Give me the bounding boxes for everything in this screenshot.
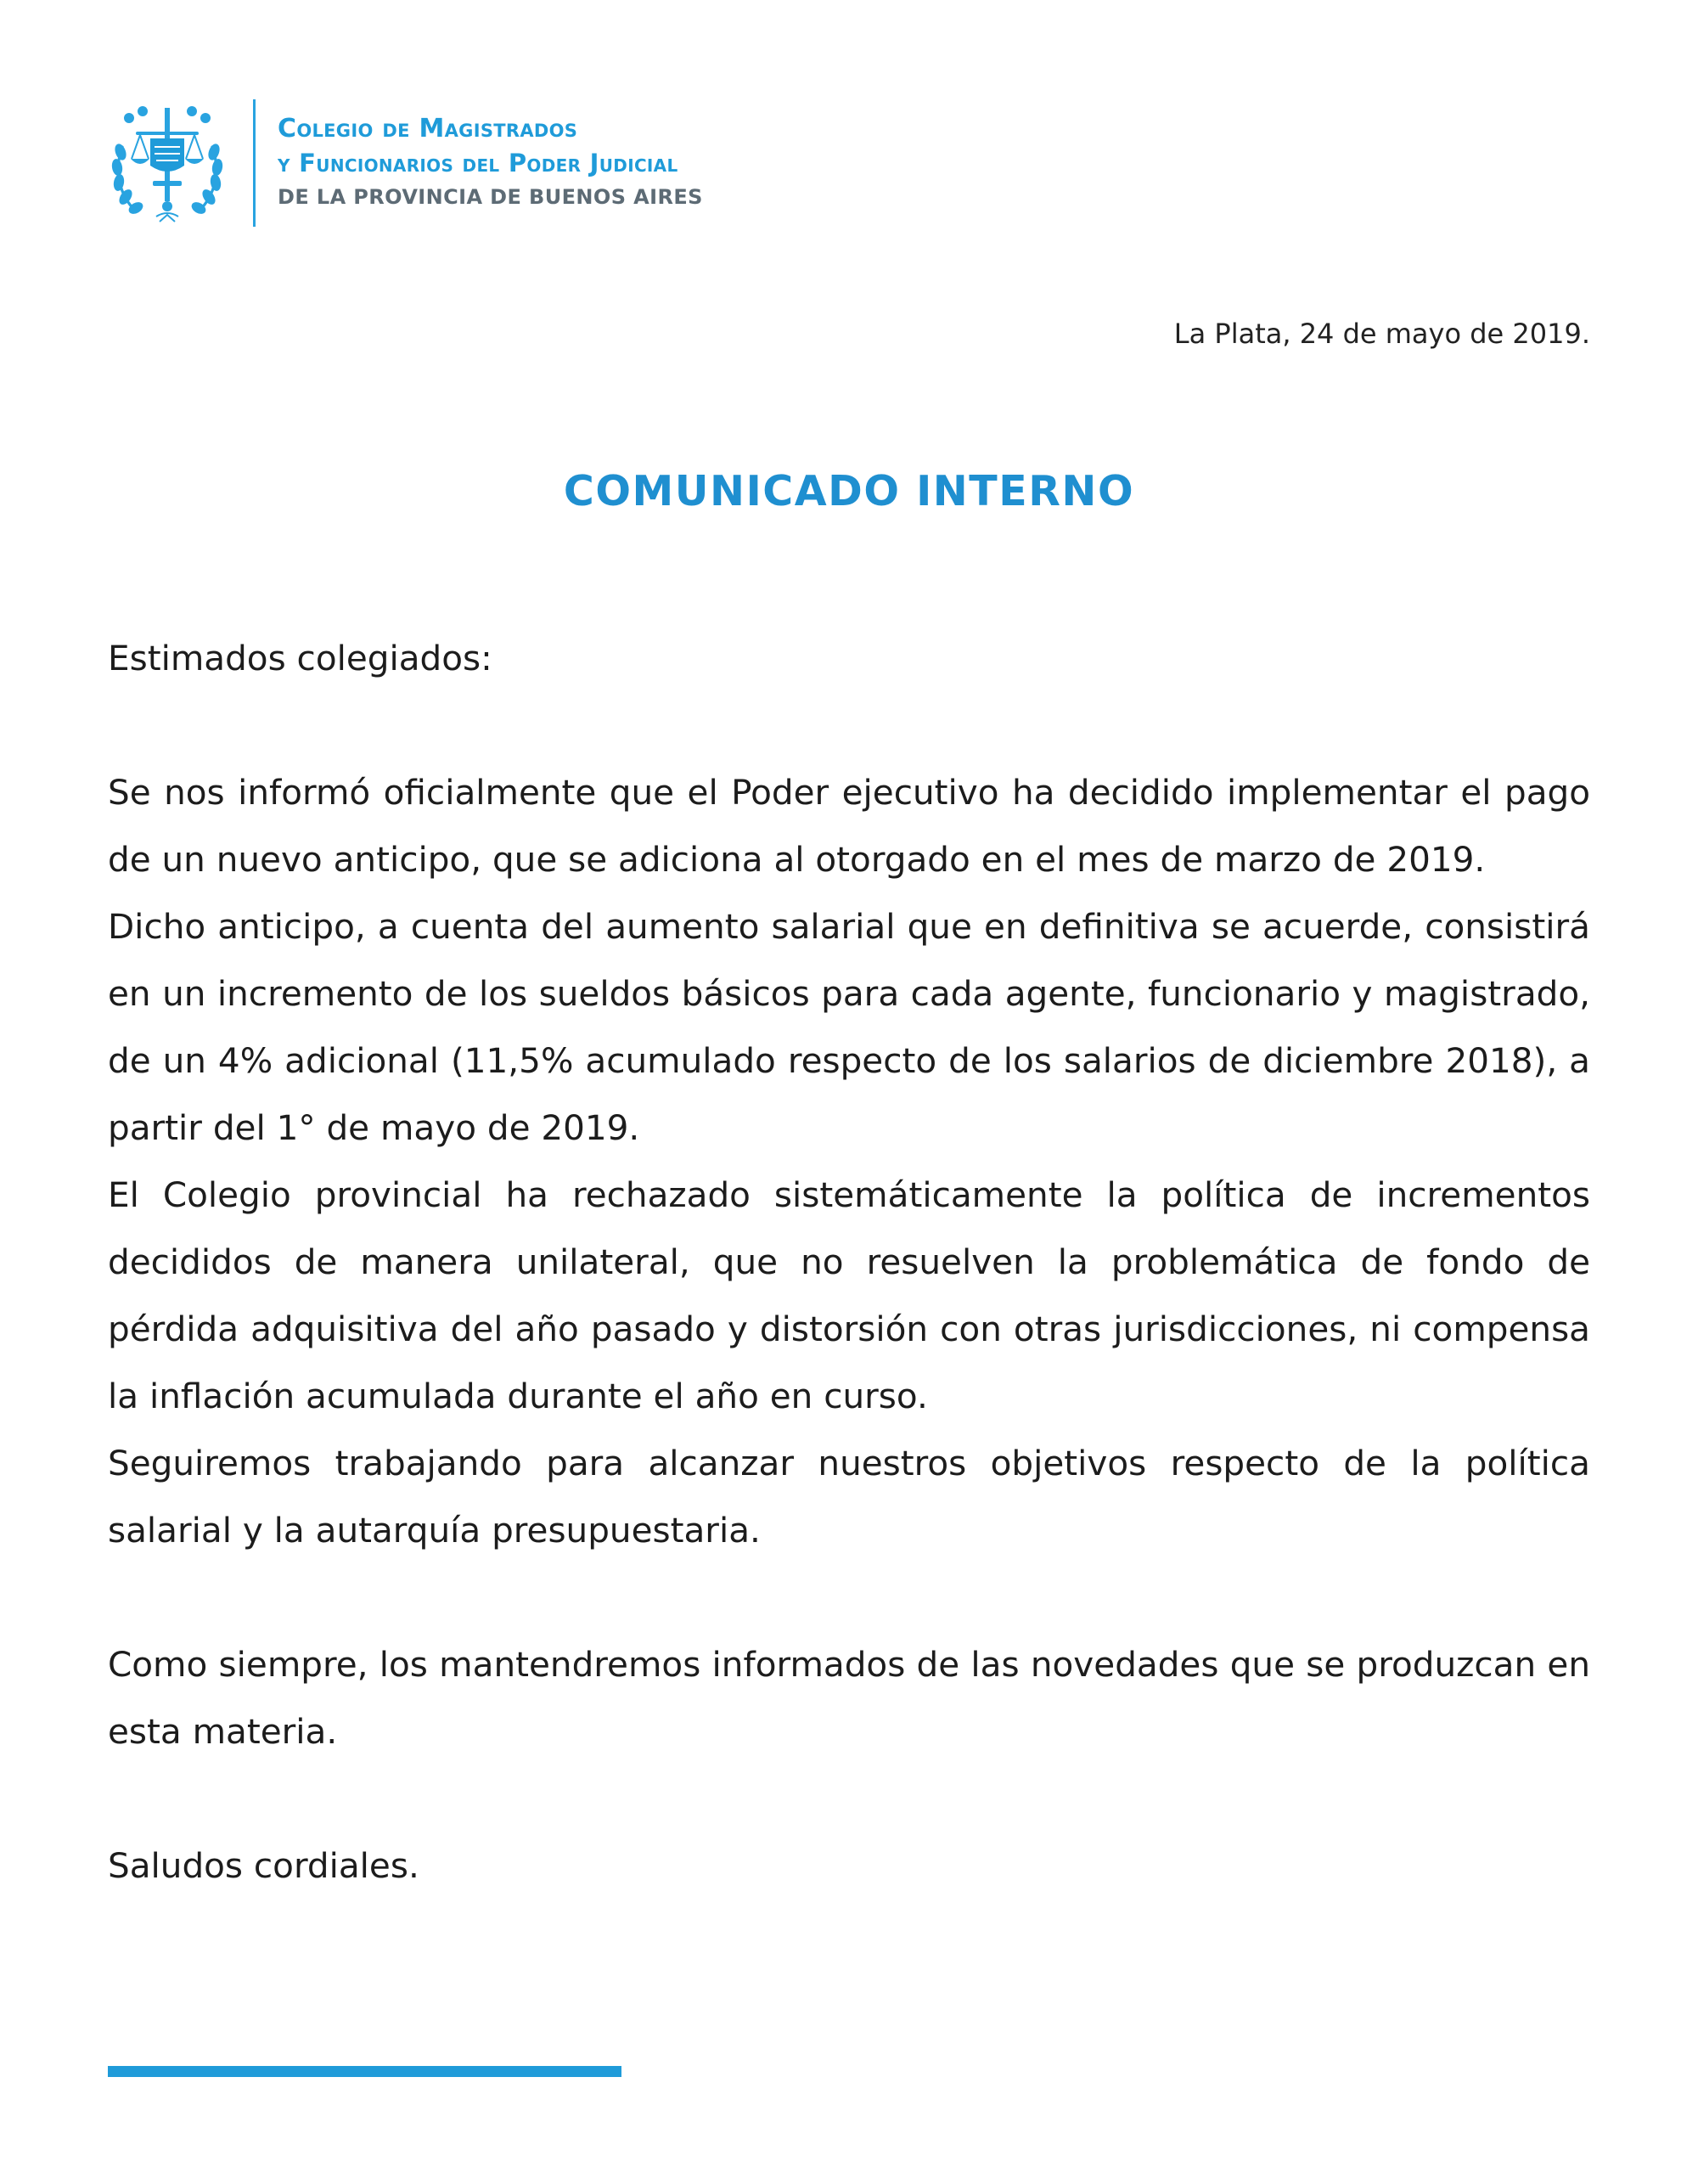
document-body xyxy=(108,625,1590,1900)
body-paragraph: Seguiremos trabajando para alcanzar nuestros objetivos respecto de la política salarial y la autarquía presupuestaria. xyxy=(108,1443,1590,1551)
paragraph-spacer xyxy=(108,1765,1590,1832)
paragraph-spacer xyxy=(108,1564,1590,1631)
body-paragraph: El Colegio provincial ha rechazado sistemáticamente la política de incrementos decididos de manera unilateral, que no resuelven la problemática de fondo de pérdida adquisitiva del año pasado y distorsión con otras jurisdicciones, ni compensa la inflación acumulada durante el año en curso. xyxy=(108,1174,1590,1416)
letterhead-divider xyxy=(253,99,256,227)
institution-name-line-2: y Funcionarios del Poder Judicial xyxy=(278,149,678,177)
paragraph-spacer xyxy=(108,692,1590,759)
institution-name xyxy=(278,112,703,214)
greeting: Estimados colegiados: xyxy=(108,638,492,678)
body-paragraph: Se nos informó oficialmente que el Poder ejecutivo ha decidido implementar el pago de un nuevo anticipo, que se adiciona al otorgado en el mes de marzo de 2019. xyxy=(108,772,1590,880)
document-title: COMUNICADO INTERNO xyxy=(563,467,1135,515)
sign-off: Saludos cordiales. xyxy=(108,1845,419,1886)
letterhead xyxy=(104,95,703,231)
body-paragraph: Dicho anticipo, a cuenta del aumento salarial que en definitiva se acuerde, consistirá en un incremento de los sueldos básicos para cada agente, funcionario y magistrado, de un 4% adicional (11,5% acumulado respecto de los salarios de diciembre 2018), a partir del 1° de mayo de 2019. xyxy=(108,906,1590,1148)
closing-paragraph: Como siempre, los mantendremos informados de las novedades que se produzcan en esta materia. xyxy=(108,1644,1590,1752)
document-date: La Plata, 24 de mayo de 2019. xyxy=(1173,318,1590,350)
institution-name-line-1: Colegio de Magistrados xyxy=(278,114,578,144)
footer-accent-bar xyxy=(108,2066,621,2077)
institution-name-line-3: DE LA PROVINCIA DE BUENOS AIRES xyxy=(278,185,703,209)
scales-of-justice-seal-icon xyxy=(104,99,231,227)
